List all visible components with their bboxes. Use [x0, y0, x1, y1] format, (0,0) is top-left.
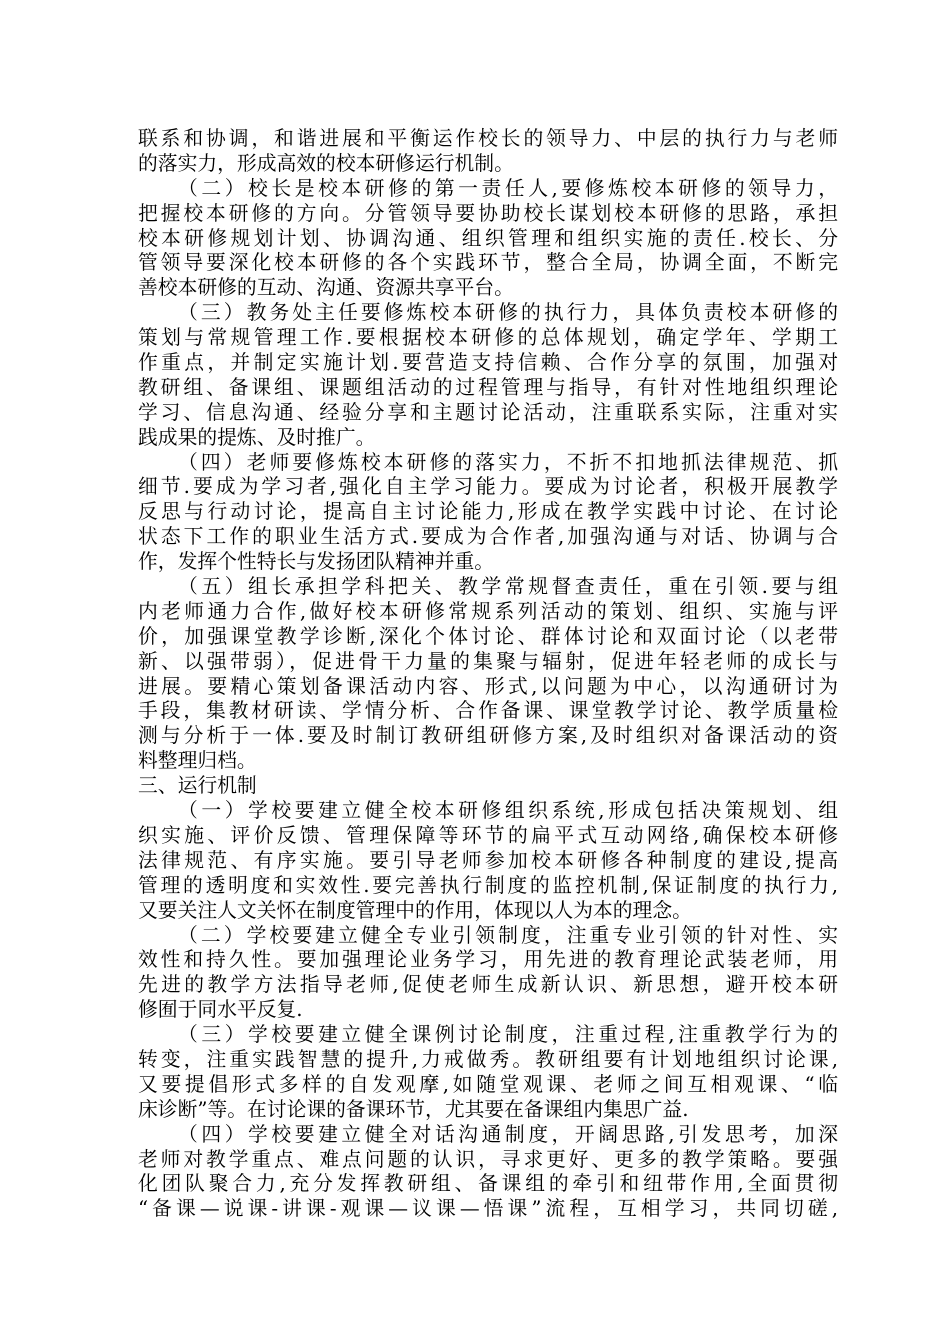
paragraph-first-line: （四）老师要修炼校本研修的落实力，不折不扣地抓法律规范、抓: [178, 450, 838, 474]
text-line: 作重点，并制定实施计划.要营造支持信赖、合作分享的氛围，加强对: [138, 351, 838, 375]
text-line: 测与分析于一体.要及时制订教研组研修方案,及时组织对备课活动的资: [138, 724, 838, 748]
text-line: 教研组、备课组、课题组活动的过程管理与指导，有针对性地组织理论: [138, 375, 838, 399]
text-line: 法律规范、有序实施。要引导老师参加校本研修各种制度的建设,提高: [138, 848, 838, 872]
text-line: 把握校本研修的方向。分管领导要协助校长谋划校本研修的思路，承担: [138, 201, 838, 225]
section-heading: 三、运行机制: [138, 774, 257, 798]
text-line: 校本研修规划计划、协调沟通、组织管理和组织实施的责任.校长、分: [138, 226, 838, 250]
text-line: 又要提倡形式多样的自发观摩,如随堂观课、老师之间互相观课、“临: [138, 1072, 838, 1096]
text-line: 先进的教学方法指导老师,促使老师生成新认识、新思想，避开校本研: [138, 973, 838, 997]
text-line: 细节.要成为学习者,强化自主学习能力。要成为讨论者，积极开展教学: [138, 475, 838, 499]
text-line: 作，发挥个性特长与发扬团队精神并重。: [138, 550, 495, 574]
text-line: 织实施、评价反馈、管理保障等环节的扁平式互动网络,确保校本研修: [138, 823, 838, 847]
text-line: 进展。要精心策划备课活动内容、形式,以问题为中心，以沟通研讨为: [138, 674, 838, 698]
paragraph-first-line: （三）教务处主任要修炼校本研修的执行力，具体负责校本研修的: [178, 301, 838, 325]
text-line: 价，加强课堂教学诊断,深化个体讨论、群体讨论和双面讨论（以老带: [138, 624, 838, 648]
text-line: 的落实力，形成高效的校本研修运行机制。: [138, 151, 514, 175]
text-line: 料整理归档。: [138, 749, 257, 773]
text-line: “备课—说课-讲课-观课—议课—悟课”流程，互相学习，共同切磋,: [138, 1197, 838, 1221]
text-line: 老师对教学重点、难点问题的认识，寻求更好、更多的教学策略。要强: [138, 1147, 838, 1171]
text-line: 管理的透明度和实效性.要完善执行制度的监控机制,保证制度的执行力,: [138, 873, 838, 897]
paragraph-first-line: （一）学校要建立健全校本研修组织系统,形成包括决策规划、组: [178, 799, 838, 823]
text-line: 化团队聚合力,充分发挥教研组、备课组的牵引和纽带作用,全面贯彻: [138, 1172, 838, 1196]
text-line: 效性和持久性。要加强理论业务学习，用先进的教育理论武装老师，用: [138, 948, 838, 972]
text-line: 新、以强带弱），促进骨干力量的集聚与辐射，促进年轻老师的成长与: [138, 649, 838, 673]
paragraph-first-line: （三）学校要建立健全课例讨论制度，注重过程,注重教学行为的: [178, 1023, 838, 1047]
paragraph-first-line: （二）校长是校本研修的第一责任人,要修炼校本研修的领导力，: [178, 176, 838, 200]
text-line: 联系和协调，和谐进展和平衡运作校长的领导力、中层的执行力与老师: [138, 127, 838, 150]
text-line: 又要关注人文关怀在制度管理中的作用，体现以人为本的理念。: [138, 898, 692, 922]
text-line: 状态下工作的职业生活方式.要成为合作者,加强沟通与对话、协调与合: [138, 525, 838, 549]
text-line: 学习、信息沟通、经验分享和主题讨论活动，注重联系实际，注重对实: [138, 400, 838, 424]
text-line: 床诊断”等。在讨论课的备课环节，尤其要在备课组内集思广益.: [138, 1097, 689, 1121]
text-line: 践成果的提炼、及时推广。: [138, 425, 376, 449]
paragraph-first-line: （五）组长承担学科把关、教学常规督查责任，重在引领.要与组: [178, 575, 838, 599]
paragraph-first-line: （二）学校要建立健全专业引领制度，注重专业引领的针对性、实: [178, 923, 838, 947]
text-line: 手段，集教材研读、学情分析、合作备课、课堂教学讨论、教学质量检: [138, 699, 838, 723]
text-line: 转变，注重实践智慧的提升,力戒做秀。教研组要有计划地组织讨论课,: [138, 1047, 838, 1071]
text-line: 管领导要深化校本研修的各个实践环节，整合全局，协调全面，不断完: [138, 251, 838, 275]
text-line: 策划与常规管理工作.要根据校本研修的总体规划，确定学年、学期工: [138, 326, 838, 350]
text-line: 内老师通力合作,做好校本研修常规系列活动的策划、组织、实施与评: [138, 599, 838, 623]
text-line: 反思与行动讨论，提高自主讨论能力,形成在教学实践中讨论、在讨论: [138, 500, 838, 524]
paragraph-first-line: （四）学校要建立健全对话沟通制度，开阔思路,引发思考，加深: [178, 1122, 838, 1146]
text-line: 修囿于同水平反复.: [138, 998, 303, 1022]
text-line: 善校本研修的互动、沟通、资源共享平台。: [138, 276, 514, 300]
document-page: [138, 127, 838, 1222]
